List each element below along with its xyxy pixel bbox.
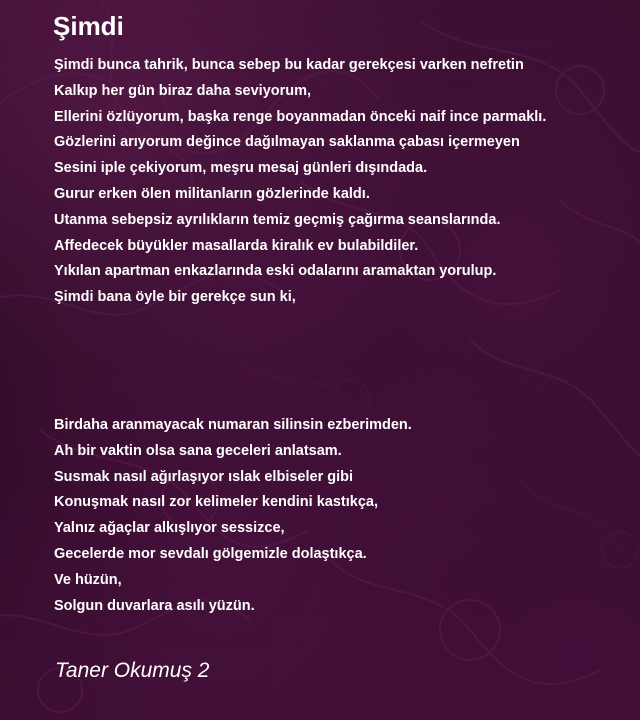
poem-stanza-2 bbox=[54, 413, 634, 619]
poem-author: Taner Okumuş 2 bbox=[55, 659, 210, 682]
poem-line: Kalkıp her gün biraz daha seviyorum, bbox=[54, 82, 312, 99]
poem-line: Ah bir vaktin olsa sana geceleri anlatsam. bbox=[54, 442, 342, 459]
poem-line: Gurur erken ölen militanların gözlerinde kaldı. bbox=[54, 185, 370, 202]
poem-line: Gecelerde mor sevdalı gölgemizle dolaştıkça. bbox=[54, 545, 367, 562]
poem-line: Gözlerini arıyorum değince dağılmayan saklanma çabası içermeyen bbox=[54, 134, 520, 151]
poem-line: Şimdi bana öyle bir gerekçe sun ki, bbox=[54, 289, 296, 306]
poem-line: Ellerini özlüyorum, başka renge boyanmadan önceki naif ince parmaklı. bbox=[54, 108, 547, 125]
poem-line: Yalnız ağaçlar alkışlıyor sessizce, bbox=[54, 520, 285, 537]
poem-line: Birdaha aranmayacak numaran silinsin ezberimden. bbox=[54, 417, 412, 433]
poem-line: Konuşmak nasıl zor kelimeler kendini kastıkça, bbox=[54, 494, 378, 511]
poem-line: Affedecek büyükler masallarda kiralık ev bulabildiler. bbox=[54, 237, 419, 254]
poem-line: Ve hüzün, bbox=[54, 571, 122, 588]
poem-line: Solgun duvarlara asılı yüzün. bbox=[54, 597, 255, 614]
poem-line: Susmak nasıl ağırlaşıyor ıslak elbiseler gibi bbox=[54, 468, 354, 485]
poem-line: Şimdi bunca tahrik, bunca sebep bu kadar gerekçesi varken nefretin bbox=[54, 57, 524, 73]
poem-title: Şimdi bbox=[53, 11, 124, 41]
poem-line: Utanma sebepsiz ayrılıkların temiz geçmiş çağırma seanslarında. bbox=[54, 211, 501, 228]
poem-line: Yıkılan apartman enkazlarında eski odalarını aramaktan yorulup. bbox=[54, 263, 497, 280]
poem-stanza-1 bbox=[54, 53, 634, 311]
poem-line: Sesini iple çekiyorum, meşru mesaj günleri dışındada. bbox=[54, 160, 428, 177]
